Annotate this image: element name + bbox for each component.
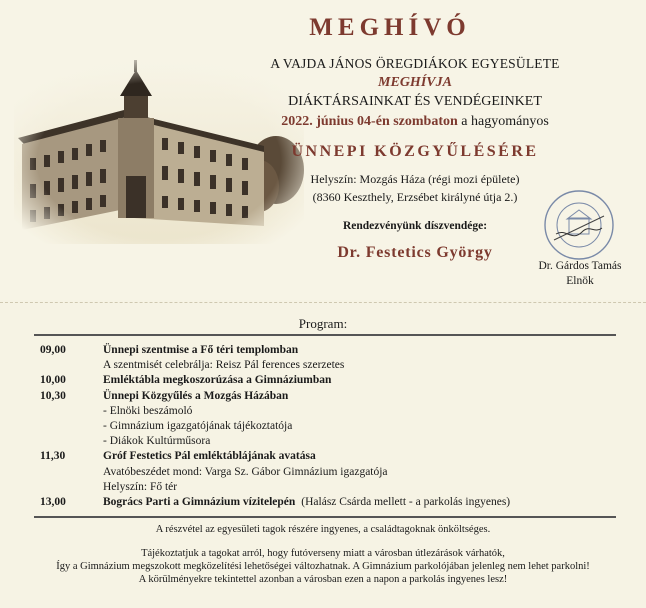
event-date: 2022. június 04-én szombaton	[281, 114, 458, 129]
location-line-1: Helyszín: Mozgás Háza (régi mozi épülete)	[310, 172, 520, 186]
program-row	[40, 419, 630, 434]
program-time: 10,30	[40, 389, 66, 402]
program-row	[40, 465, 630, 480]
program-time	[40, 480, 103, 495]
program-row	[40, 434, 630, 449]
program-row	[40, 358, 630, 373]
program-heading: Program:	[298, 316, 348, 331]
program-item	[103, 434, 630, 449]
program-item-text: Emléktábla megkoszorúzása a Gimnáziumban	[103, 374, 332, 387]
program-item-text: Gróf Festetics Pál emléktáblájának avatása	[103, 450, 316, 463]
footer-notice-line-1: Tájékoztatjuk a tagokat arról, hogy futóverseny miatt a városban útlezárások várhatók,	[141, 548, 505, 559]
program-item	[103, 480, 630, 495]
program-time	[40, 434, 103, 449]
program-list	[40, 343, 630, 510]
program-item-text: Helyszín: Fő tér	[103, 480, 178, 493]
program-item-text: A szentmisét celebrálja: Reisz Pál ferences szerzetes	[103, 359, 345, 372]
program-item	[103, 389, 630, 404]
signature-title: Elnök	[566, 275, 594, 287]
program-bottom-rule	[34, 516, 616, 518]
guest-of-honor-name: Dr. Festetics György	[337, 244, 493, 261]
organization-name: A VAJDA JÁNOS ÖREGDIÁKOK EGYESÜLETE	[270, 56, 560, 71]
program-item	[103, 495, 630, 510]
invitees-line: DIÁKTÁRSAINKAT ÉS VENDÉGEINKET	[288, 94, 542, 109]
program-item	[103, 373, 630, 388]
program-row	[40, 480, 630, 495]
footer-notice-line-2: Így a Gimnázium megszokott megközelítési lehetőségei változhatnak. A Gimnázium parkolójában jelenleg nem lehet parkolni!	[56, 561, 590, 572]
program-item	[103, 343, 630, 358]
program-time: 10,00	[40, 374, 66, 387]
program-time: 09,00	[40, 344, 66, 356]
program-row	[40, 495, 630, 510]
program-row	[40, 404, 630, 419]
program-item-text: - Diákok Kultúrműsora	[103, 435, 211, 448]
program-item-text: - Gimnázium igazgatójának tájékoztatója	[103, 420, 293, 433]
program-item	[103, 358, 630, 373]
program-time	[40, 465, 103, 480]
program-item	[103, 449, 630, 464]
program-item-text: Avatóbeszédet mond: Varga Sz. Gábor Gimnázium igazgatója	[103, 465, 388, 478]
program-time	[40, 358, 103, 373]
association-stamp	[542, 188, 616, 262]
program-item-note: (Halász Csárda mellett - a parkolás ingyenes)	[301, 496, 511, 509]
program-row	[40, 449, 630, 464]
card-fold-divider	[0, 302, 646, 303]
event-date-rest: a hagyományos	[461, 114, 549, 129]
event-date-line	[250, 114, 580, 130]
program-time: 13,00	[40, 496, 66, 509]
signature-name: Dr. Gárdos Tamás	[538, 260, 622, 272]
location-line-2: (8360 Keszthely, Erzsébet királyné útja 2.)	[312, 190, 518, 204]
program-item	[103, 465, 630, 480]
invitation-title: MEGHÍVÓ	[309, 14, 471, 41]
footer-participation-note: A részvétel az egyesületi tagok részére ingyenes, a családtagoknak önköltséges.	[155, 524, 491, 535]
program-time	[40, 404, 103, 419]
program-row	[40, 389, 630, 404]
program-top-rule	[34, 334, 616, 336]
program-time: 11,30	[40, 450, 66, 463]
invites-word: MEGHÍVJA	[378, 75, 452, 90]
program-item	[103, 419, 630, 434]
guest-of-honor-label: Rendezvényünk díszvendége:	[342, 220, 488, 232]
event-name: ÜNNEPI KÖZGYŰLÉSÉRE	[291, 143, 539, 160]
program-item	[103, 404, 630, 419]
program-item-text: Ünnepi Közgyűlés a Mozgás Házában	[103, 389, 289, 402]
program-item-text: Ünnepi szentmise a Fő téri templomban	[103, 344, 299, 356]
program-item-text: - Elnöki beszámoló	[103, 404, 193, 417]
invitation-card	[0, 0, 646, 300]
program-item-text: Bogrács Parti a Gimnázium vízitelepén	[103, 496, 296, 509]
footer-notice-line-3: A körülményekre tekintettel azonban a városban ezen a napon a parkolás ingyenes lesz!	[138, 574, 508, 585]
program-row	[40, 373, 630, 388]
program-time	[40, 419, 103, 434]
program-row	[40, 343, 630, 358]
